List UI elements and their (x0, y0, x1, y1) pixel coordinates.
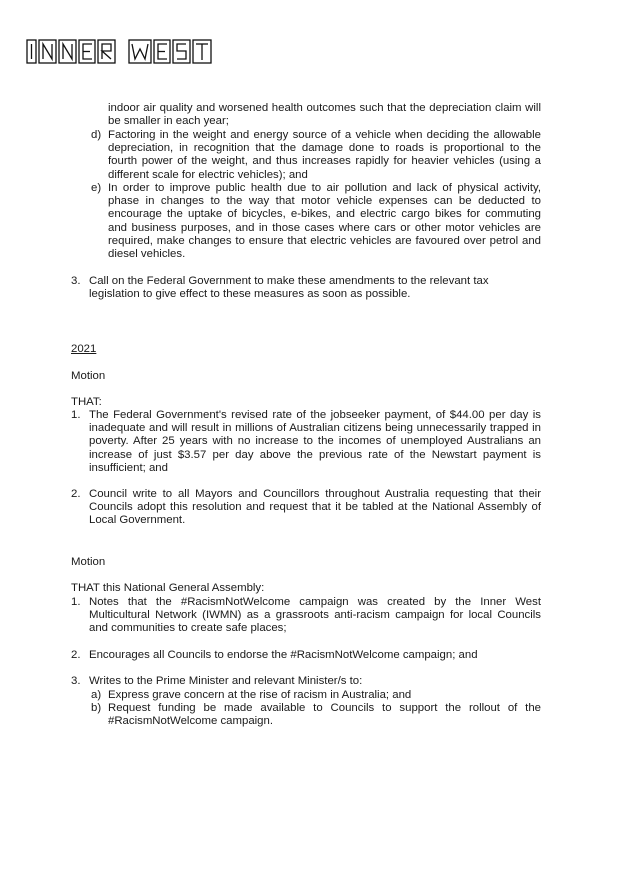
list-item-text: Writes to the Prime Minister and relevant Minister/s to: (89, 675, 363, 687)
list-item-text: Express grave concern at the rise of racism in Australia; and (108, 689, 412, 701)
list-item-text: Call on the Federal Government to make these amendments to the relevant tax legislation to give effect to these measures as soon as possible. (89, 275, 489, 301)
list-item-text: Factoring in the weight and energy source of a vehicle when deciding the allowable depreciation, in recognition that the damage done to roads is proportional to the fourth power of the weight, and thus increases rapidly for heavier vehicles (using a different scale for electric vehicles); and (108, 129, 541, 181)
list-item-text: Request funding be made available to Councils to support the rollout of the #RacismNotWelcome campaign. (108, 702, 541, 728)
year-heading: 2021 (71, 343, 97, 355)
list-item-text: Council write to all Mayors and Councillors throughout Australia requesting that their Councils adopt this resolution and request that it be tabled at the National Assembly of Local Government. (89, 488, 541, 527)
list-item-text: Notes that the #RacismNotWelcome campaign was created by the Inner West Multicultural Network (IWMN) as a grassroots anti-racism campaign for local Councils and communities to create safe places; (89, 596, 541, 635)
list-item-text: Encourages all Councils to endorse the #RacismNotWelcome campaign; and (89, 649, 478, 661)
list-marker: b) (91, 702, 102, 714)
list-marker: d) (91, 129, 102, 141)
motion-that: THAT: (71, 396, 102, 408)
list-marker: 3. (71, 275, 81, 287)
carryover-paragraph: indoor air quality and worsened health outcomes such that the depreciation claim will be smaller in each year; (108, 102, 541, 128)
motion-heading: Motion (71, 370, 106, 382)
list-marker: 2. (71, 649, 81, 661)
list-marker: 1. (71, 596, 81, 608)
list-marker: 3. (71, 675, 81, 687)
inner-west-logo-mark (26, 38, 226, 65)
motion-heading: Motion (71, 556, 106, 568)
inner-west-logo (26, 38, 226, 65)
motion-that: THAT this National General Assembly: (71, 582, 265, 594)
list-marker: e) (91, 182, 102, 194)
list-item-text: The Federal Government's revised rate of the jobseeker payment, of $44.00 per day is inadequate and will result in millions of Australian citizens being unnecessarily trapped in poverty. After 25 years with no increase to the incomes of unemployed Australians an increase of just $3.57 per day above the previous rate of the Newstart payment is insufficient; and (89, 409, 541, 474)
list-marker: a) (91, 689, 102, 701)
list-marker: 1. (71, 409, 81, 421)
list-item-text: In order to improve public health due to air pollution and lack of physical activity, phase in changes to the way that motor vehicle expenses can be deducted to encourage the uptake of bicycles, e-bikes, and electric cargo bikes for commuting and business purposes, and in those cases where cars or other motor vehicles are required, make changes to ensure that electric vehicles are favoured over petrol and diesel vehicles. (108, 182, 541, 261)
list-marker: 2. (71, 488, 81, 500)
